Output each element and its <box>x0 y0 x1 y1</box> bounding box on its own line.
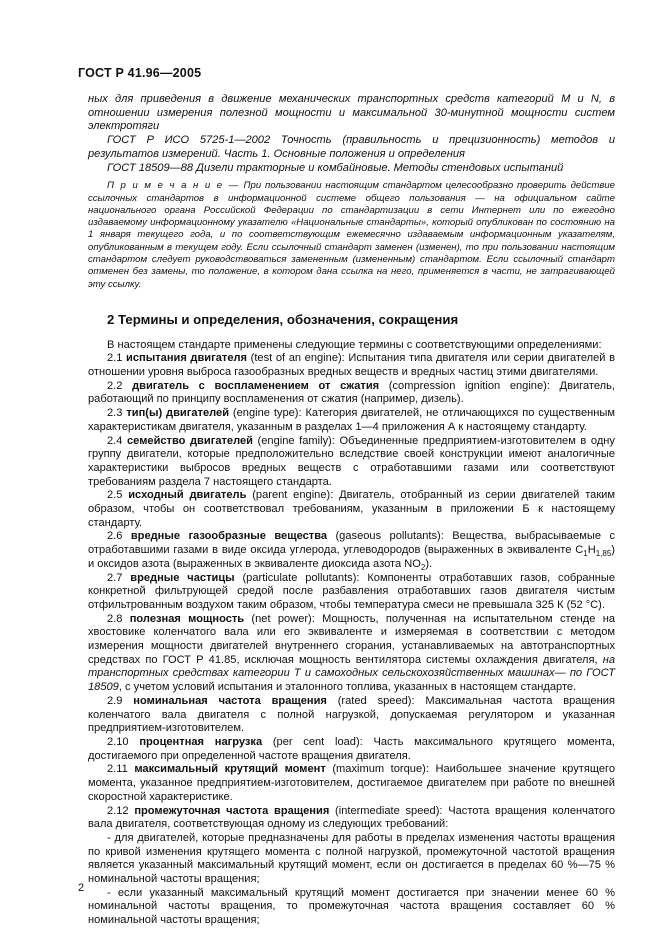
term-definition: (compression ignition engine): Двигатель, работающий по принципу воспламенения от сжатия (например, дизель). <box>88 379 615 406</box>
term-name: двигатель с воспламенением от сжатия <box>132 379 380 392</box>
term-paragraph <box>88 763 615 804</box>
term-paragraph <box>88 352 615 379</box>
term-definition: (rated speed): Максимальная частота вращения коленчатого вала двигателя с полной нагрузкой, допускаемая регулятором и указанная предприятием-изготовителем. <box>88 694 615 735</box>
term-number: 2.11 <box>107 763 128 776</box>
term-definition: (per cent load): Часть максимального крутящего момента, достигаемого при определенной частоте вращения двигателя. <box>88 735 615 762</box>
term-number: 2.12 <box>107 804 129 817</box>
term-name: максимальный крутящий момент <box>134 763 326 776</box>
term-name: тип(ы) двигателей <box>126 407 230 420</box>
term-definition: ). <box>425 557 433 570</box>
page-number: 2 <box>78 882 85 894</box>
term-name: испытания двигателя <box>126 352 248 365</box>
term-definition: ) и оксидов азота (выраженных в эквиваленте диоксида азота NO <box>88 544 615 570</box>
reference-continuation: ных для приведения в движение механических транспортных средств категорий M и N, в отношении измерения полезной мощности и максимальной 30-минутной мощности систем электротяги <box>88 93 615 133</box>
term-number: 2.5 <box>107 489 123 502</box>
term-paragraph <box>88 736 615 763</box>
term-paragraph <box>88 613 615 695</box>
term-number: 2.3 <box>107 407 123 420</box>
note-text: При пользовании настоящим стандартом целесообразно проверить действие ссылочных стандартов в информационной системе общего пользования — на официальном сайте национального органа Российской Федерации по стандартизации в сети Интернет или по ежегодно издаваемому информационному указателю «Национальные стандарты», который опубликован по состоянию на 1 января текущего года, и по соответствующим ежемесячно издаваемым информационным указателям, опубликованным в текущем году. Если ссылочный стандарт заменен (изменен), то при пользовании настоящим стандартом следует руководствоваться замененным (измененным) стандартом. Если ссылочный стандарт отменен без замены, то положение, в котором дана ссылка на него, применяется в части, не затрагивающей эту ссылку. <box>88 180 616 290</box>
term-definition: (engine type): Категория двигателей, не отличающихся по существенным характеристикам двигателя, указанным в разделах 1—4 приложения А к настоящему стандарту. <box>88 407 615 433</box>
term-definition: (parent engine): Двигатель, отобранный из серии двигателей таким образом, чтобы он соответствовал требованиям, указанным в приложении Б к настоящему стандарту. <box>88 489 615 529</box>
term-paragraph <box>88 489 615 530</box>
term-definition: (test of an engine): Испытания типа двигателя или серии двигателей в отношении уровня выброса газообразных вредных веществ и вредных частиц этими двигателями. <box>88 352 615 378</box>
term-name: промежуточная частота вращения <box>134 804 330 817</box>
term-definition: (engine family): Объединенные предприятием-изготовителем в одну группу двигатели, которые предположительно вследствие своей конструкции имеют аналогичные характеристики выбросов вредных веществ с отработавшими газами или соответствуют требованиям раздела 7 настоящего стандарта. <box>88 434 615 488</box>
section-intro: В настоящем стандарте применены следующие термины с соответствующими определениями: <box>107 338 602 351</box>
term-definition: (gaseous pollutants): Вещества, выбрасываемые с отработавшими газами в виде оксида углерода, углеводородов (выраженных в эквиваленте C <box>88 530 615 557</box>
term-paragraph <box>88 380 615 407</box>
subscript: 1,85 <box>595 549 612 559</box>
term-number: 2.10 <box>107 735 129 748</box>
term-name: полезная мощность <box>129 612 245 625</box>
note-label: П р и м е ч а н и е — <box>107 180 240 192</box>
term-paragraph <box>88 572 615 613</box>
document-body <box>88 93 615 928</box>
list-item: - если указанный максимальный крутящий момент достигается при значении менее 60 % номинальной частоты вращения, то промежуточная частота вращения составляет 60 % номинальной частоты вращения; <box>88 886 615 927</box>
subscript: 2 <box>420 563 426 573</box>
term-paragraph <box>88 530 615 571</box>
term-definition: (intermediate speed): Частота вращения коленчатого вала двигателя, соответствующая одному из следующих требований: <box>88 804 615 831</box>
term-name: вредные газообразные вещества <box>130 530 328 543</box>
term-number: 2.9 <box>107 694 123 707</box>
term-paragraph <box>88 805 615 832</box>
standard-header: ГОСТ Р 41.96—2005 <box>78 66 202 80</box>
term-name: семейство двигателей <box>127 434 253 447</box>
formula-letter: H <box>587 544 596 557</box>
term-number: 2.1 <box>107 352 123 365</box>
reference-item: ГОСТ Р ИСО 5725-1—2002 Точность (правильность и прецизионность) методов и результатов измерений. Часть 1. Основные положения и определения <box>88 134 615 160</box>
note-paragraph <box>88 180 615 291</box>
term-name: номинальная частота вращения <box>133 694 327 707</box>
term-definition: (net power): Мощность, полученная на испытательном стенде на хвостовике коленчатого вала или его эквиваленте и измеряемая в соответствии с методом измерения мощности двигателей внутреннего сгорания, устанавливаемых на автотранспортных средствах по ГОСТ Р 41.85, исключая мощность вентилятора системы охлаждения двигателя, <box>88 612 615 666</box>
term-number: 2.6 <box>107 530 123 543</box>
term-definition: (maximum torque): Наибольшее значение крутящего момента, указанное предприятием-изготовителем, достигаемое двигателем при работе по внешней скоростной характеристике. <box>88 763 615 803</box>
term-name: исходный двигатель <box>128 489 247 502</box>
term-name: вредные частицы <box>130 571 235 584</box>
term-paragraph <box>88 407 615 434</box>
term-name: процентная нагрузка <box>139 735 263 748</box>
term-definition-italic: на транспортных средствах категории T и самоходных сельскохозяйственных машинах— по ГОСТ 18509 <box>88 653 615 694</box>
section-title: 2 Термины и определения, обозначения, сокращения <box>107 311 459 327</box>
term-number: 2.4 <box>107 434 123 447</box>
term-definition: (particulate pollutants): Компоненты отработавших газов, собранные конкретной фильтрующей средой после разбавления отработавших газов двигателя чистым отфильтрованным воздухом таким образом, чтобы температура смеси не превышала 325 К (52 °С). <box>88 571 615 611</box>
term-paragraph <box>88 695 615 736</box>
term-number: 2.2 <box>107 379 123 392</box>
term-number: 2.8 <box>107 612 123 625</box>
reference-item: ГОСТ 18509—88 Дизели тракторные и комбайновые. Методы стендовых испытаний <box>107 161 564 174</box>
term-number: 2.7 <box>107 571 123 584</box>
term-paragraph <box>88 435 615 490</box>
subscript: 1 <box>583 549 588 559</box>
list-item: - для двигателей, которые предназначены для работы в пределах изменения частоты вращения по кривой изменения крутящего момента с полной нагрузкой, промежуточной частотой вращения является указанный максимальный крутящий момент, если он достигается в пределах 60 %—75 % номинальной частоты вращения; <box>88 831 615 886</box>
term-definition: , с учетом условий испытания и эталонного топлива, указанных в настоящем стандарте. <box>118 681 577 694</box>
